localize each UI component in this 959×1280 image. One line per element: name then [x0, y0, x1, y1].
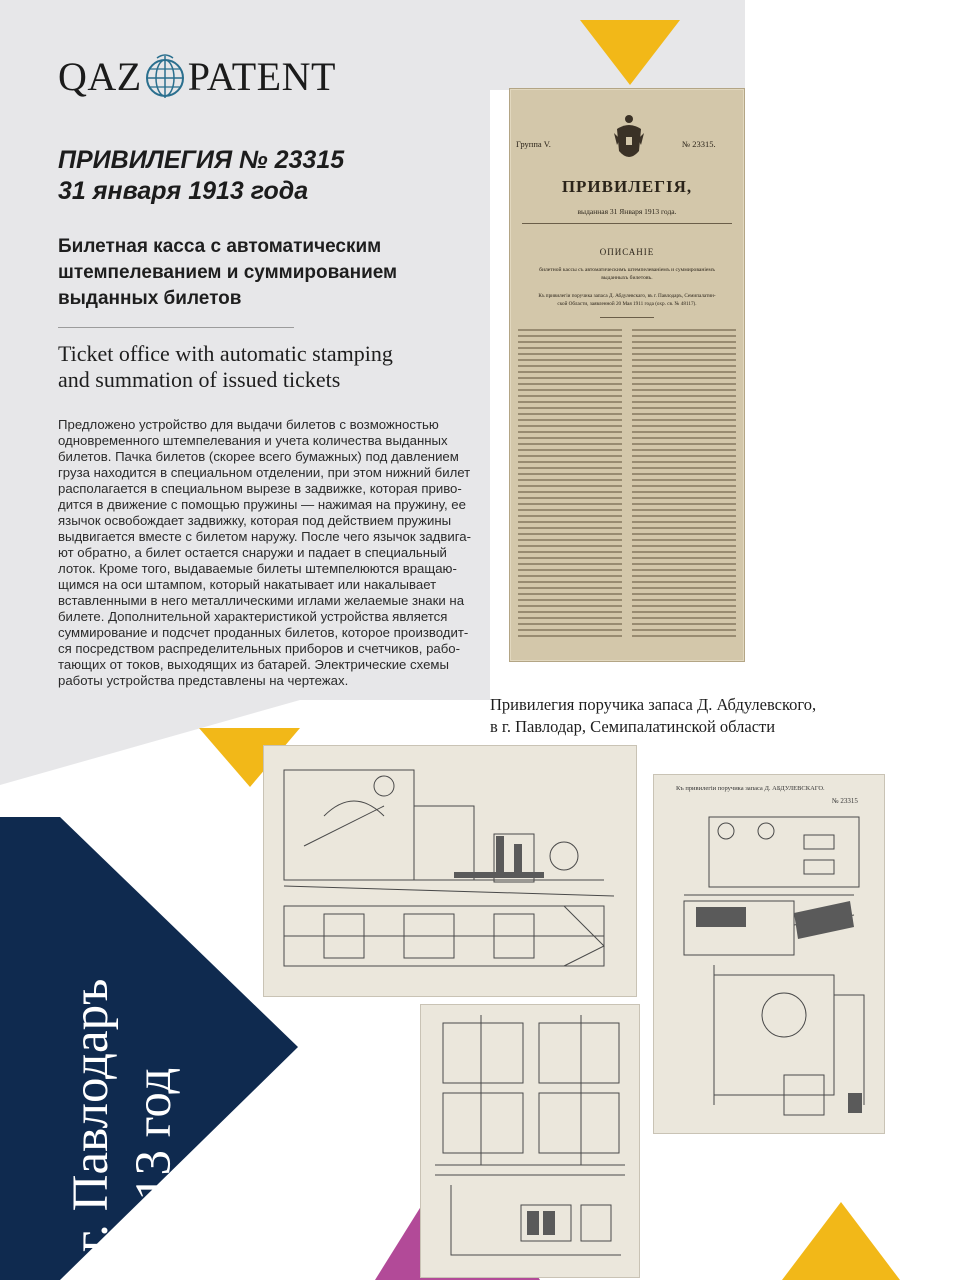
- body-line: лоток. Кроме того, выдаваемые билеты штемпелюются вращаю-: [58, 561, 457, 576]
- doc-owner-line: Къ привилегіи поручика запаса Д. Абдулевскаго, въ г. Павлодаръ, Семипалатин-: [538, 293, 716, 299]
- doc-rule: [600, 317, 654, 318]
- body-line: ют обратно, а билет остается снаружи и падает в специальный: [58, 545, 447, 560]
- technical-drawing-mechanism: [263, 745, 637, 997]
- body-line: суммирование и подсчет проданных билетов, которое производит-: [58, 625, 469, 640]
- body-line: вставленными в него металлическими иглами желаемые знаки на: [58, 593, 465, 608]
- circuits-drawing-lines: [654, 775, 884, 1133]
- mechanism-drawing-lines: [264, 746, 636, 996]
- doc-group: Группа V.: [516, 139, 551, 149]
- body-line: Предложено устройство для выдачи билетов с возможностью: [58, 417, 439, 432]
- title-ru-line: штемпелеванием и суммированием: [58, 262, 398, 283]
- body-line: располагается в специальном вырезе в задвижке, которая приво-: [58, 481, 462, 496]
- title-divider: [58, 327, 294, 328]
- body-line: выдвигается вместе с билетом наружу. После чего язычок задвига-: [58, 529, 471, 544]
- body-line: груза находится в специальном отделении, при этом нижний билет: [58, 465, 471, 480]
- city-name: г. Павлодаръ: [63, 978, 119, 1252]
- city-year-vertical-text: [60, 782, 186, 1252]
- title-ru-line: выданных билетов: [58, 288, 242, 309]
- scheme-drawing-lines: [421, 1005, 639, 1277]
- document-caption-line: Привилегия поручика запаса Д. Абдулевского,: [490, 695, 817, 714]
- logo-left-text: QAZ: [58, 54, 142, 99]
- doc-owner-line: ской Области, заявленной 20 Мая 1911 года (охр. св. № 48117).: [557, 301, 697, 307]
- body-line: щимся на оси штампом, который накатывает или накалывает: [58, 577, 437, 592]
- doc-issued: выданная 31 Января 1913 года.: [577, 207, 677, 216]
- logo-right-text: PATENT: [187, 54, 336, 99]
- body-line: одновременного штемпелевания и учета количества выданных: [58, 433, 448, 448]
- year-text: 1913 год: [126, 1067, 182, 1252]
- body-line: тающих от токов, выходящих из батарей. Электрические схемы: [58, 657, 449, 672]
- body-line: ся посредством распределительных приборов и счетчиков, рабо-: [58, 641, 461, 656]
- technical-drawing-circuits: [653, 774, 885, 1134]
- description-paragraph: [58, 417, 488, 689]
- body-line: язычок освобождает задвижку, которая под действием пружины: [58, 513, 452, 528]
- document-caption-line: в г. Павлодар, Семипалатинской области: [490, 717, 776, 736]
- doc-section: ОПИСАНІЕ: [599, 247, 655, 257]
- qazpatent-logo: [58, 52, 336, 102]
- drawing-number: № 23315: [832, 797, 858, 805]
- privilege-document-scan: [509, 88, 745, 662]
- technical-drawing-scheme: [420, 1004, 640, 1278]
- doc-subtitle-line: выданныхъ билетовъ.: [601, 275, 653, 281]
- yellow-triangle-bottom: [782, 1202, 900, 1280]
- privilege-number: ПРИВИЛЕГИЯ № 23315: [58, 146, 345, 174]
- doc-text-column-left: [518, 329, 622, 641]
- title-en-line: Ticket office with automatic stamping: [58, 341, 393, 366]
- doc-subtitle-line: билетной кассы съ автоматическимъ штемпелеваніемъ и суммированіемъ: [539, 267, 715, 273]
- doc-heading: ПРИВИЛЕГІЯ,: [561, 177, 693, 196]
- title-ru-line: Билетная касса с автоматическим: [58, 236, 382, 257]
- title-en-line: and summation of issued tickets: [58, 367, 341, 392]
- body-line: билете. Дополнительной характеристикой устройства является: [58, 609, 448, 624]
- doc-text-column-right: [632, 329, 736, 641]
- doc-number: № 23315.: [682, 139, 716, 149]
- eagle-emblem-icon: [614, 111, 644, 169]
- globe-icon: [143, 54, 187, 100]
- drawing-header: Къ привилегіи поручика запаса Д. АБДУЛЕВСКАГО.: [676, 785, 825, 792]
- doc-rule: [522, 223, 732, 224]
- body-line: работы устройства представлены на чертежах.: [58, 673, 349, 688]
- privilege-date: 31 января 1913 года: [58, 177, 309, 205]
- body-line: дится в движение с помощью пружины — нажимая на пружину, ее: [58, 497, 466, 512]
- body-line: билетов. Пачка билетов (скорее всего бумажных) под давлением: [58, 449, 459, 464]
